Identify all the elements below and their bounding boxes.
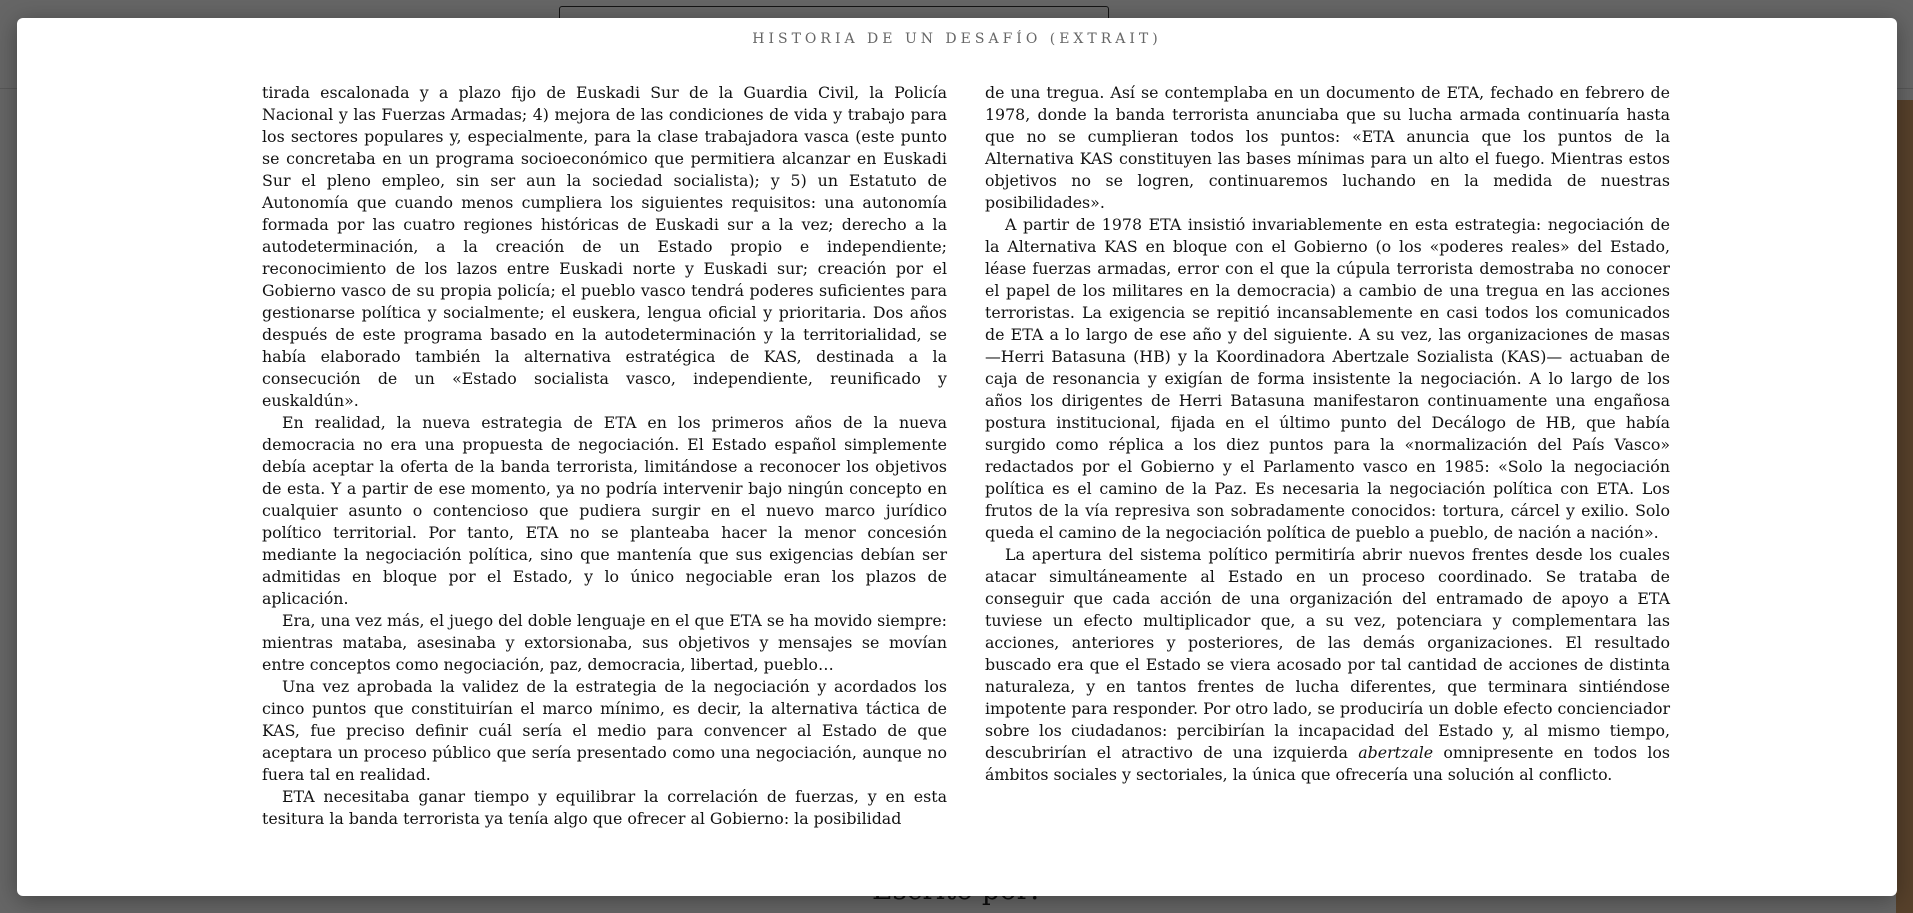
paragraph: En realidad, la nueva estrategia de ETA en los primeros años de la nueva democracia no era una propuesta de negociación. El Estado español simplemente debía aceptar la oferta de la banda terrorista, limitándose a reconocer los objetivos de esta. Y a partir de ese momento, ya no podría intervenir bajo ningún concepto en cualquier asunto o contencioso que pudiera surgir en el nuevo marco jurídico político territorial. Por tanto, ETA no se planteaba hacer la menor concesión mediante la negociación política, sino que mantenía que sus exigencias debían ser admitidas en bloque por el Estado, y lo único negociable eran los plazos de aplicación. [262,413,947,608]
italic-term: abertzale [1358,743,1434,762]
paragraph: ETA necesitaba ganar tiempo y equilibrar la correlación de fuerzas, y en esta tesitura la banda terrorista ya tenía algo que ofrecer al Gobierno: la posibilidad [262,787,947,828]
left-column [262,82,947,882]
excerpt-modal [17,18,1897,896]
right-column [985,82,1670,882]
modal-title: HISTORIA DE UN DESAFÍO (EXTRAIT) [752,31,1162,47]
paragraph: tirada escalonada y a plazo fijo de Euskadi Sur de la Guardia Civil, la Policía Nacional y las Fuerzas Armadas; 4) mejora de las condiciones de vida y trabajo para los sectores populares y, especialmente, para la clase trabajadora vasca (este punto se concretaba en un programa socioeconómico que permitiera alcanzar en Euskadi Sur el pleno empleo, sin ser aun la sociedad socialista); y 5) un Estatuto de Autonomía que cuando menos cumpliera los siguientes requisitos: una autonomía formada por las cuatro regiones históricas de Euskadi sur a la vez; derecho a la autodeterminación, a la creación de un Estado propio e independiente; reconocimiento de los lazos entre Euskadi norte y Euskadi sur; creación por el Gobierno vasco de su propia policía; el pueblo vasco tendrá poderes suficientes para gestionarse política y socialmente; el euskera, lengua oficial y prioritaria. Dos años después de este programa basado en la autodeterminación y la territorialidad, se había elaborado también la alternativa estratégica de KAS, destinada a la consecución de un «Estado socialista vasco, independiente, reunificado y euskaldún». [262,83,947,410]
paragraph: A partir de 1978 ETA insistió invariablemente en esta estrategia: negociación de la Alternativa KAS en bloque con el Gobierno (o los «poderes reales» del Estado, léase fuerzas armadas, error con el que la cúpula terrorista demostraba no conocer el papel de los militares en la democracia) a cambio de una tregua en las acciones terroristas. La exigencia se repitió incansablemente en casi todos los comunicados de ETA a lo largo de ese año y del siguiente. A su vez, las organizaciones de masas —Herri Batasuna (HB) y la Koordinadora Abertzale Sozialista (KAS)— actuaban de caja de resonancia y exigían de forma insistente la negociación. A lo largo de los años los dirigentes de Herri Batasuna manifestaron continuamente una engañosa postura institucional, fijada en el último punto del Decálogo de HB, que había surgido como réplica a los diez puntos para la «normalización del País Vasco» redactados por el Gobierno y el Parlamento vasco en 1985: «Solo la negociación política es el camino de la Paz. Es necesaria la negociación política con ETA. Los frutos de la vía represiva son sobradamente conocidos: tortura, cárcel y exilio. Solo queda el camino de la negociación política de pueblo a pueblo, de nación a nación». [985,215,1670,542]
paragraph: Era, una vez más, el juego del doble lenguaje en el que ETA se ha movido siempre: mientras mataba, asesinaba y extorsionaba, sus objetivos y mensajes se movían entre conceptos como negociación, paz, democracia, libertad, pueblo… [262,611,947,674]
paragraph-text: La apertura del sistema político permitiría abrir nuevos frentes desde los cuales atacar simultáneamente al Estado en un proceso coordinado. Se trataba de conseguir que cada acción de una organización del entramado de apoyo a ETA tuviese un efecto multiplicador que, a su vez, potenciara y complementara las acciones, anteriores y posteriores, de las demás organizaciones. El resultado buscado era que el Estado se viera acosado por tal cantidad de acciones de distinta naturaleza, y en tantos frentes de lucha diferentes, que terminara sintiéndose impotente para responder. Por otro lado, se produciría un doble efecto concienciador sobre los ciudadanos: percibirían la incapacidad del Estado y, al mismo tiempo, descubrirían el atractivo de una izquierda [985,545,1670,762]
paragraph: Una vez aprobada la validez de la estrategia de la negociación y acordados los cinco puntos que constituirían el marco mínimo, es decir, la alternativa táctica de KAS, fue preciso definir cuál sería el medio para convencer al Estado de que aceptara un proceso público que sería presentado como una negociación, aunque no fuera tal en realidad. [262,677,947,784]
excerpt-columns [262,82,1670,882]
paragraph: de una tregua. Así se contemplaba en un documento de ETA, fechado en febrero de 1978, donde la banda terrorista anunciaba que su lucha armada continuaría hasta que no se cumplieran todos los puntos: «ETA anuncia que los puntos de la Alternativa KAS constituyen las bases mínimas para un alto el fuego. Mientras estos objetivos no se logren, continuaremos luchando en la medida de nuestras posibilidades». [985,83,1670,212]
paragraph-tail: omnipresente en todos los ámbitos sociales y sectoriales, la única que ofrecería una solución al conflicto. [985,743,1670,784]
paragraph [985,544,1670,786]
